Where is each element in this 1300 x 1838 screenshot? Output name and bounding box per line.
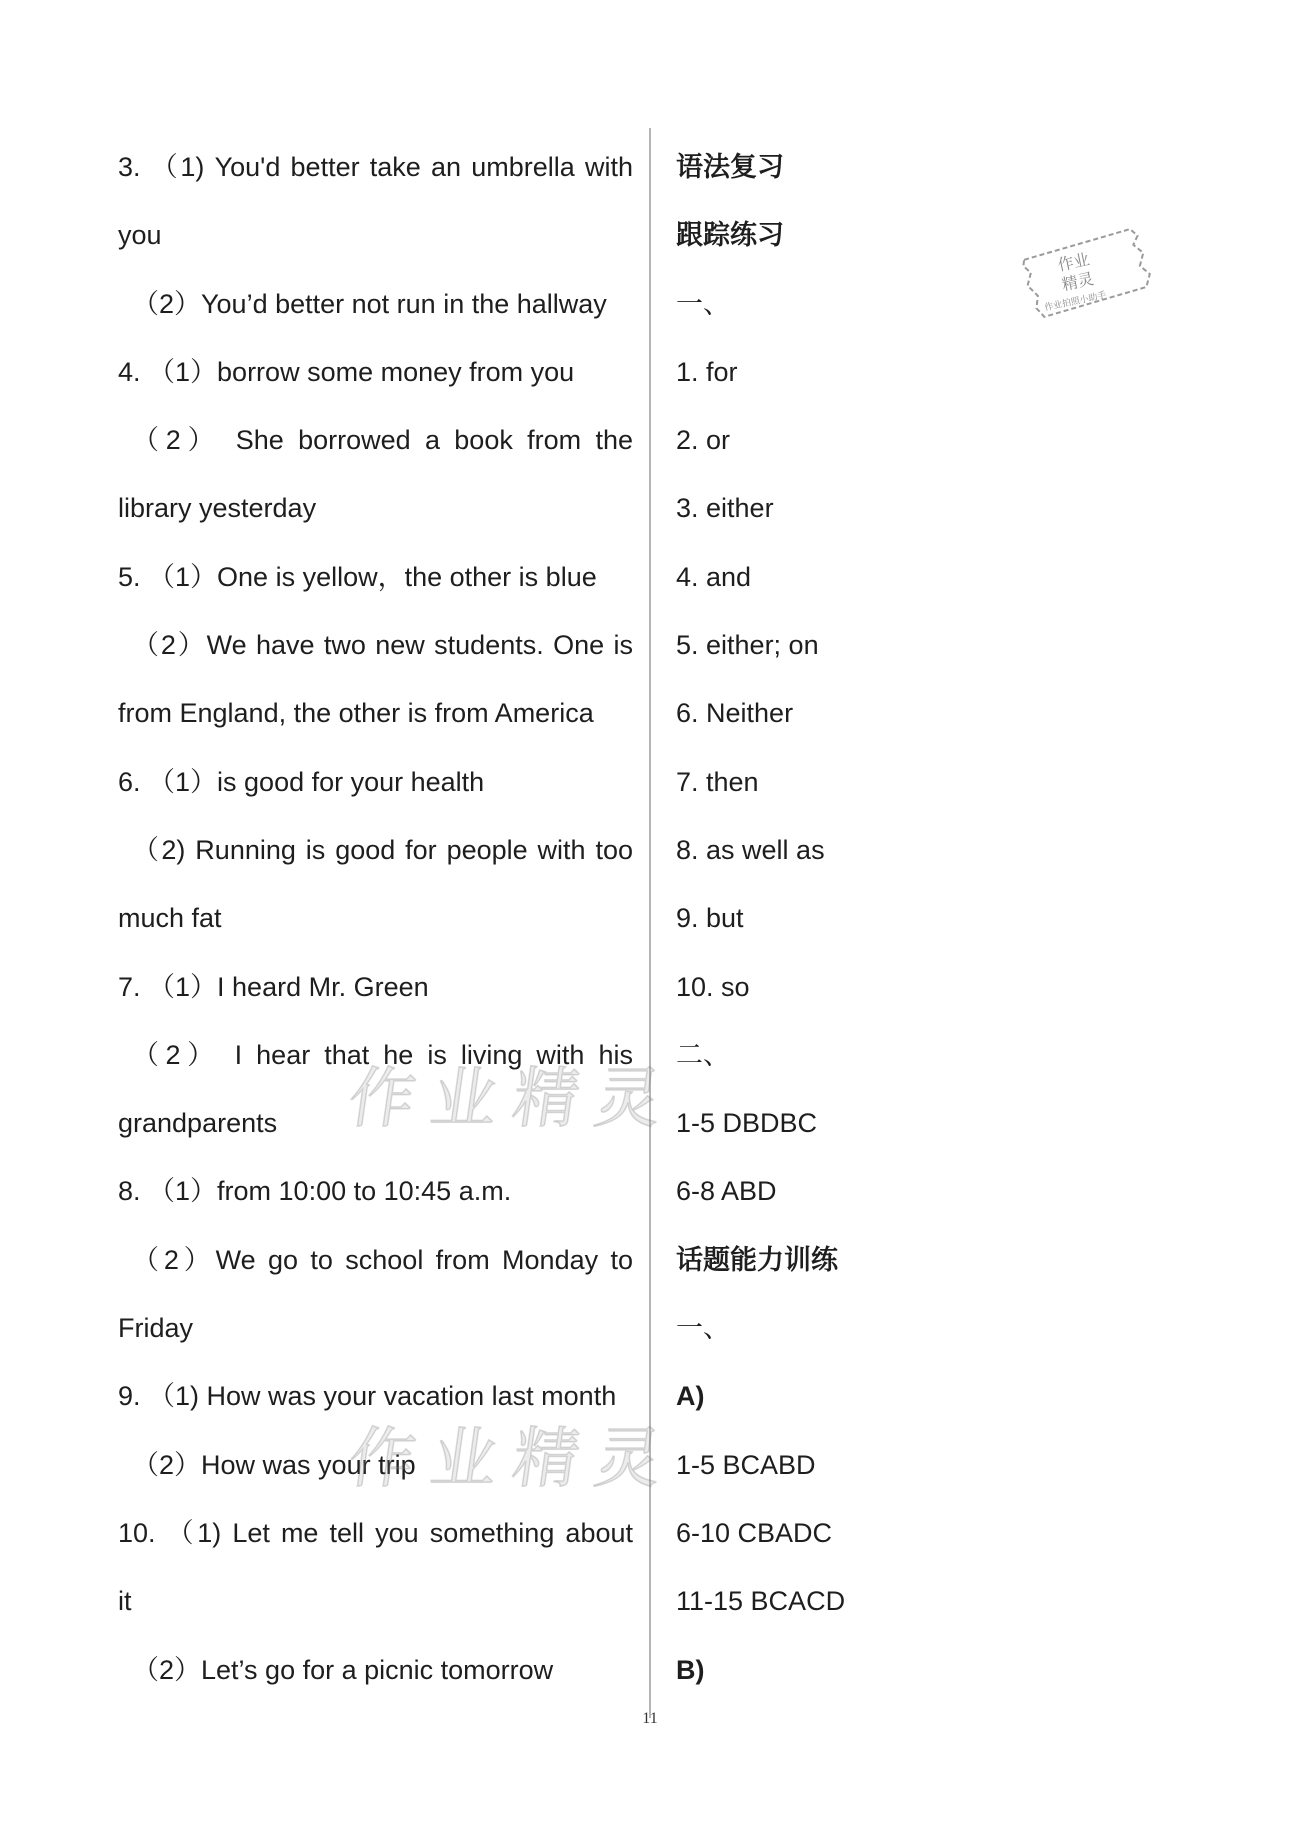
right-answer-line: 4. and <box>676 561 752 592</box>
left-answer-line: （2） She borrowed a book from the <box>132 425 633 456</box>
watermark-text: 作业精灵 <box>343 1420 683 1497</box>
watermark-text: 作业精灵 <box>343 1060 683 1137</box>
left-answer-line: （2) Running is good for people with too <box>132 834 633 865</box>
stamp-line1: 作业 <box>1056 249 1092 275</box>
left-answer-line: （2）We have two new students. One is <box>132 630 633 661</box>
right-answer-line: 3. either <box>676 493 774 524</box>
watermark-stamp-logo <box>1020 225 1155 320</box>
left-answer-line: Friday <box>118 1313 194 1344</box>
left-answer-line: 9. （1) How was your vacation last month <box>118 1381 617 1412</box>
left-answer-line: from England, the other is from America <box>118 698 594 729</box>
left-answer-line: 5. （1）One is yellow，the other is blue <box>118 561 597 592</box>
left-answer-line: （2）You’d better not run in the hallway <box>132 288 607 319</box>
left-answer-line: 7. （1）I heard Mr. Green <box>118 971 429 1002</box>
right-answer-line: 11-15 BCACD <box>676 1586 846 1617</box>
right-answer-line: 6. Neither <box>676 698 794 729</box>
left-answer-line: you <box>118 220 162 251</box>
left-answer-line: library yesterday <box>118 493 317 524</box>
left-answer-line: 4. （1）borrow some money from you <box>118 356 575 387</box>
right-answer-line: 语法复习 <box>676 152 784 182</box>
right-answer-line: 1-5 DBDBC <box>676 1108 818 1139</box>
right-answer-line: B) <box>676 1654 705 1685</box>
left-answer-line: 6. （1）is good for your health <box>118 766 485 797</box>
right-answer-line: A) <box>676 1381 705 1412</box>
stamp-line3: 作业拍照小助手 <box>1043 290 1108 314</box>
left-answer-line: （2）We go to school from Monday to <box>132 1244 633 1275</box>
left-answer-line: （2） I hear that he is living with his <box>132 1039 633 1070</box>
left-answer-line: （2）Let’s go for a picnic tomorrow <box>132 1654 554 1685</box>
right-answer-column <box>676 137 1096 1708</box>
left-answer-line: （2）How was your trip <box>132 1449 416 1480</box>
right-answer-line: 7. then <box>676 766 759 797</box>
right-answer-line: 9. but <box>676 903 744 934</box>
left-answer-line: grandparents <box>118 1108 278 1139</box>
right-answer-line: 二、 <box>676 1039 730 1070</box>
right-answer-line: 8. as well as <box>676 834 825 865</box>
left-answer-line: 3. （1) You'd better take an umbrella with <box>118 152 633 182</box>
right-answer-line: 2. or <box>676 425 731 456</box>
left-answer-line: 8. （1）from 10:00 to 10:45 a.m. <box>118 1176 512 1207</box>
left-answer-line: it <box>118 1586 132 1617</box>
right-answer-line: 1-5 BCABD <box>676 1449 816 1480</box>
right-answer-line: 1. for <box>676 356 738 387</box>
right-answer-line: 一、 <box>676 288 730 319</box>
right-answer-line: 话题能力训练 <box>676 1244 838 1275</box>
stamp-line2: 精灵 <box>1060 269 1096 295</box>
right-answer-line: 6-8 ABD <box>676 1176 777 1207</box>
right-answer-line: 一、 <box>676 1313 730 1344</box>
right-answer-line: 跟踪练习 <box>676 220 784 251</box>
left-answer-line: much fat <box>118 903 222 934</box>
right-answer-line: 6-10 CBADC <box>676 1517 833 1548</box>
page-number: 11 <box>642 1710 658 1727</box>
left-answer-line: 10. （1) Let me tell you something about <box>118 1517 633 1548</box>
right-answer-line: 5. either; on <box>676 630 819 661</box>
right-answer-line: 10. so <box>676 971 750 1002</box>
